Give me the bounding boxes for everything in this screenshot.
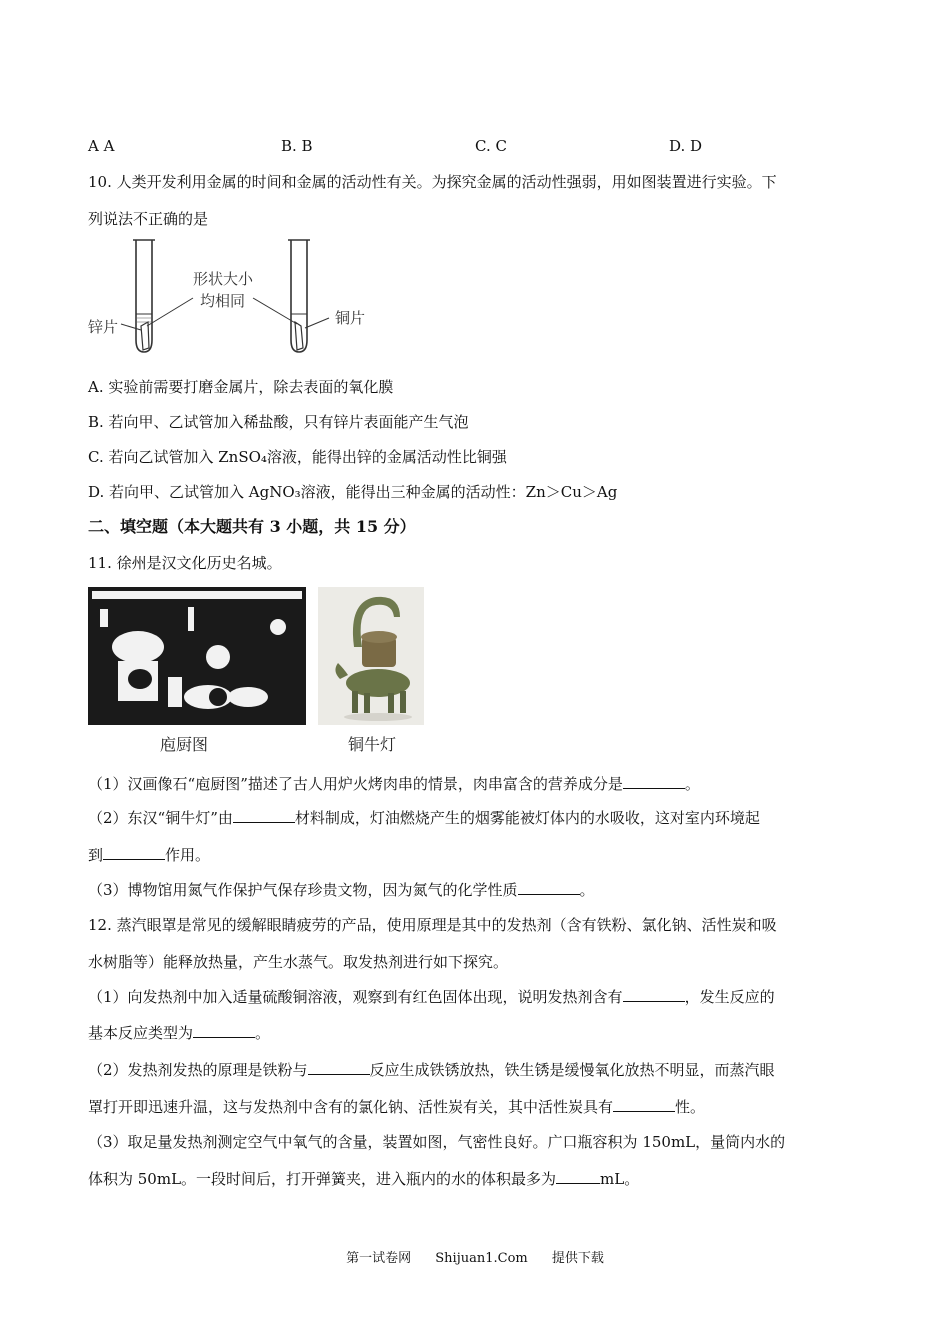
q10-option-c: C. 若向乙试管加入 ZnSO₄溶液，能得出锌的金属活动性比铜强: [88, 448, 507, 466]
option-a-prev: A A: [88, 137, 115, 155]
q10-stem-line2: 列说法不正确的是: [88, 210, 209, 228]
option-c-prev: C. C: [475, 137, 507, 155]
footer-site-name: 第一试卷网: [346, 1251, 412, 1266]
answer-blank[interactable]: [308, 1060, 370, 1075]
pointer-line-left: [147, 298, 193, 326]
q10-option-d: D. 若向甲、乙试管加入 AgNO₃溶液，能得出三种金属的活动性：Zn＞Cu＞Ag: [88, 483, 618, 501]
answer-blank[interactable]: [193, 1023, 255, 1038]
q10-option-a: A. 实验前需要打磨金属片，除去表面的氧化膜: [88, 378, 394, 396]
liquid-left-hatch: [137, 318, 151, 322]
label-same-shape: 形状大小: [193, 270, 254, 288]
q12-stem-line1: 12. 蒸汽眼罩是常见的缓解眼睛疲劳的产品，使用原理是其中的发热剂（含有铁粉、氯化钠、活性炭和吸: [88, 916, 777, 934]
q10-stem-line1: 10. 人类开发利用金属的时间和金属的活动性有关。为探究金属的活动性强弱，用如图装置进行实验。下: [88, 173, 777, 191]
kitchen-relief-image: [88, 587, 306, 725]
q12-part3-cont: 体积为 50mL。一段时间后，打开弹簧夹，进入瓶内的水的体积最多为 mL。: [88, 1170, 640, 1188]
q12-part1: （1）向发热剂中加入适量硫酸铜溶液，观察到有红色固体出现，说明发热剂含有 ，发生反应的: [88, 988, 775, 1006]
answer-blank[interactable]: [233, 808, 295, 823]
answer-blank[interactable]: [103, 845, 165, 860]
caption-ox-lamp: 铜牛灯: [348, 735, 397, 754]
q11-part2-cont: 到 作用。: [88, 846, 211, 864]
page-footer: [0, 1247, 950, 1266]
test-tube-left: [133, 240, 155, 352]
answer-blank[interactable]: [613, 1097, 675, 1112]
footer-site-url[interactable]: Shijuan1.Com: [435, 1251, 528, 1266]
q12-part2: （2）发热剂发热的原理是铁粉与 反应生成铁锈放热，铁生锈是缓慢氧化放热不明显，而蒸汽眼: [88, 1061, 775, 1079]
answer-blank[interactable]: [518, 880, 580, 895]
q12-part3: （3）取足量发热剂测定空气中氧气的含量，装置如图，气密性良好。广口瓶容积为 150mL，量筒内水的: [88, 1133, 786, 1151]
q11-part1: （1）汉画像石“庖厨图”描述了古人用炉火烤肉串的情景，肉串富含的营养成分是 。: [88, 775, 700, 793]
bronze-ox-lamp-image: [318, 587, 424, 725]
label-same-shape-2: 均相同: [200, 292, 246, 310]
answer-blank[interactable]: [623, 987, 685, 1002]
q12-part2-cont: 罩打开即迅速升温，这与发热剂中含有的氯化钠、活性炭有关，其中活性炭具有 性。: [88, 1098, 706, 1116]
option-d-prev: D. D: [669, 137, 703, 155]
q11-part3: （3）博物馆用氮气作保护气保存珍贵文物，因为氮气的化学性质 。: [88, 881, 595, 899]
answer-blank[interactable]: [623, 774, 685, 789]
pointer-line-copper: [305, 318, 329, 328]
section-heading: 二、填空题（本大题共有 3 小题，共 15 分）: [88, 517, 416, 536]
caption-kitchen: 庖厨图: [160, 735, 209, 754]
label-zinc: 锌片: [88, 318, 119, 336]
option-b-prev: B. B: [281, 137, 313, 155]
q12-stem-line2: 水树脂等）能释放热量，产生水蒸气。取发热剂进行如下探究。: [88, 953, 509, 971]
footer-download-note: 提供下载: [551, 1251, 604, 1266]
label-copper: 铜片: [335, 309, 366, 327]
test-tube-right: [288, 240, 310, 352]
q11-part2: （2）东汉“铜牛灯”由 材料制成，灯油燃烧产生的烟雾能被灯体内的水吸收，这对室内环境起: [88, 809, 760, 827]
q10-option-b: B. 若向甲、乙试管加入稀盐酸，只有锌片表面能产生气泡: [88, 413, 469, 431]
q11-stem: 11. 徐州是汉文化历史名城。: [88, 554, 282, 572]
answer-blank[interactable]: [556, 1169, 600, 1184]
q12-part1-cont: 基本反应类型为 。: [88, 1024, 271, 1042]
pointer-line-zinc: [121, 324, 141, 330]
